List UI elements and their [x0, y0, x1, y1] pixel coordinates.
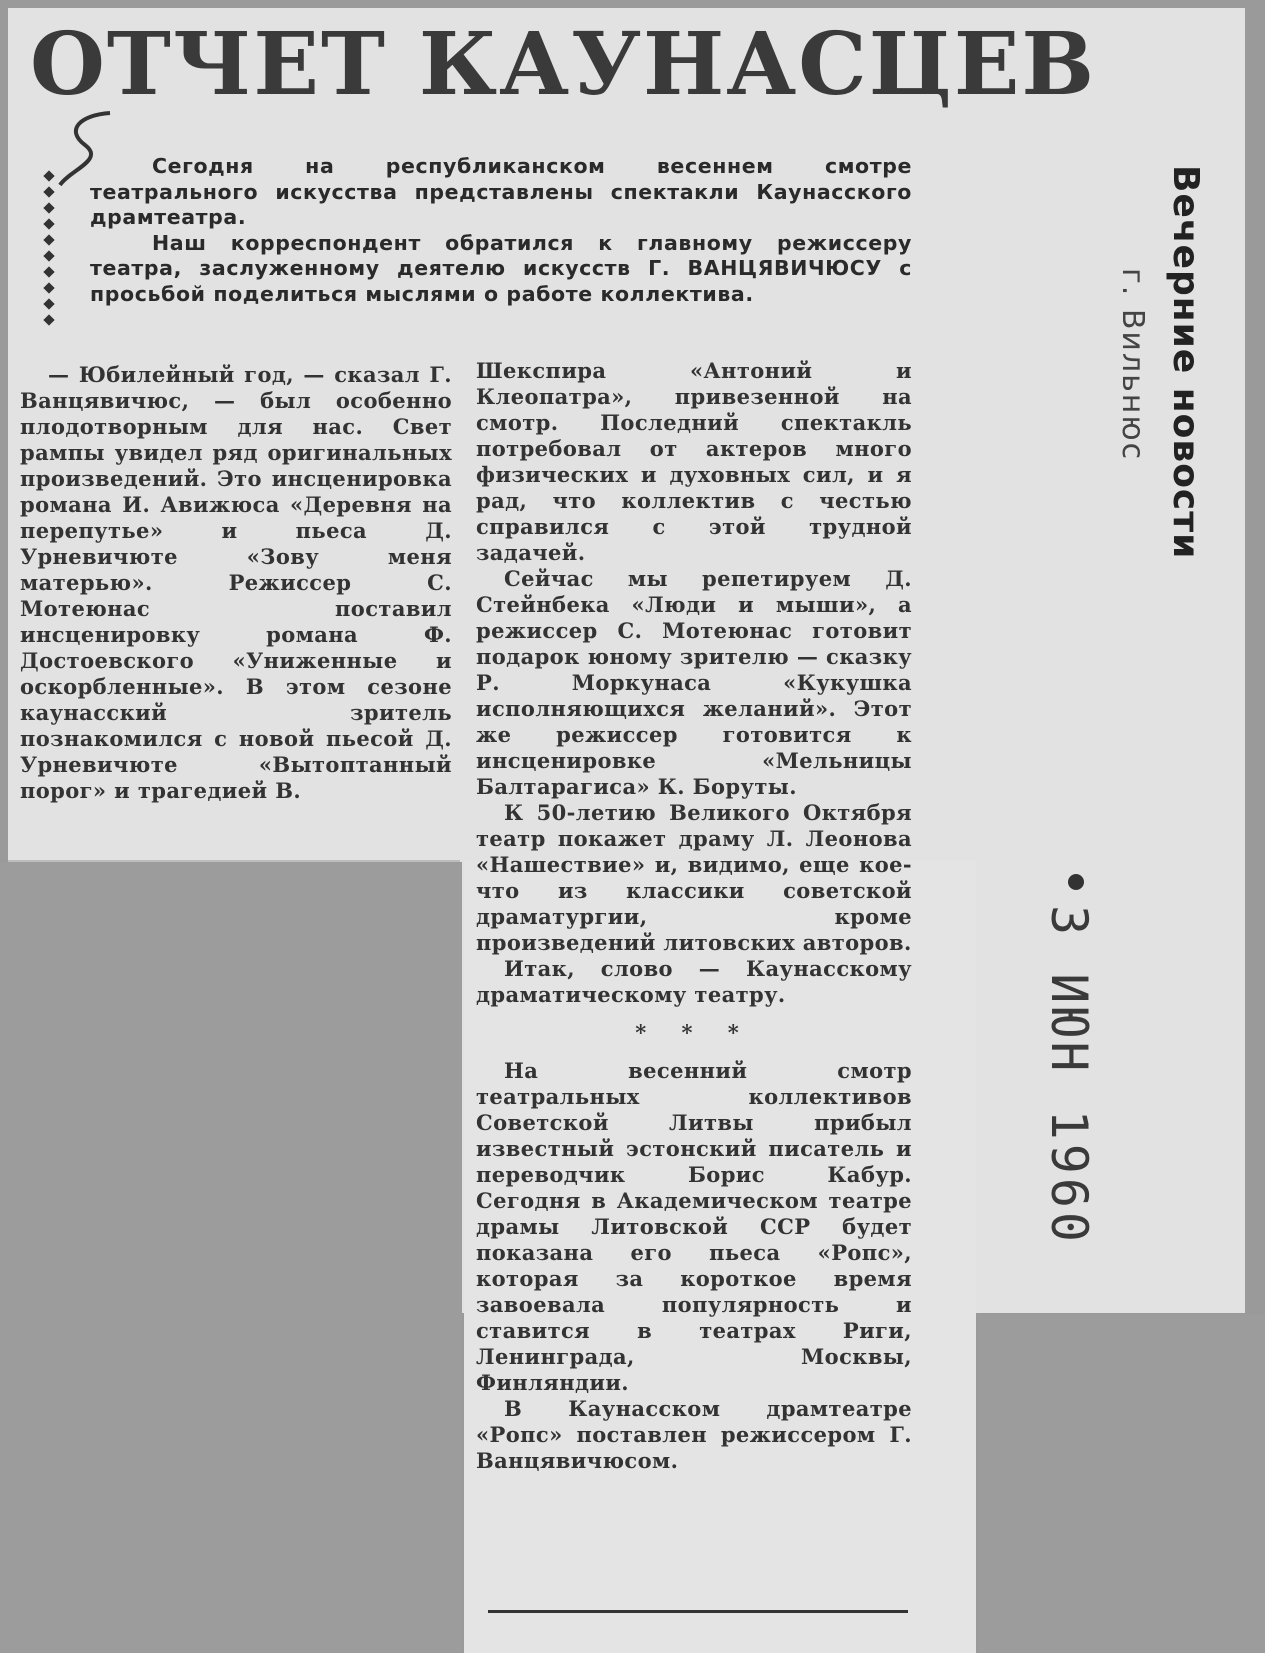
- note-paragraph: В Каунасском драмтеатре «Ропс» поставлен режиссером Г. Ванцявичюсом.: [476, 1396, 912, 1473]
- lead-paragraph: Сегодня на республиканском весеннем смотре театрального искусства представлены спектакли Каунасского драмтеатра.: [90, 154, 912, 229]
- body-paragraph: Сейчас мы репетируем Д. Стейнбека «Люди и мыши», а режиссер С. Мотеюнас готовит подарок юному зрителю — сказку Р. Моркунаса «Кукушка исполняющихся желаний». Этот же режиссер готовится к инсценировке «Мельницы Балтарагиса» К. Боруты.: [476, 566, 912, 799]
- article-headline: ОТЧЕТ КАУНАСЦЕВ: [30, 14, 1097, 115]
- stamp-dot-icon: [1068, 874, 1084, 890]
- background-cardboard-right: [978, 1315, 1265, 1653]
- date-stamp: 3 ИЮН 1960: [1040, 905, 1098, 1247]
- article-column-right: [476, 358, 912, 1474]
- background-cardboard-left: [0, 862, 462, 1653]
- closing-rule: [488, 1610, 908, 1613]
- clipping-cut-edge: [8, 860, 460, 862]
- diamond-border-ornament-icon: [42, 170, 56, 330]
- body-paragraph: — Юбилейный год, — сказал Г. Ванцявичюс, — был особенно плодотворным для нас. Свет рампы увидел ряд оригинальных произведений. Это инсценировка романа И. Авижюса «Деревня на перепутье» и пьеса Д. Урневичюте «Зову меня матерью». Режиссер С. Мотеюнас поставил инсценировку романа Ф. Достоевского «Униженные и оскорбленные». В этом сезоне каунасский зритель познакомился с новой пьесой Д. Урневичюте «Вытоптанный порог» и трагедией В.: [20, 362, 452, 803]
- body-paragraph: Итак, слово — Каунасскому драматическому театру.: [476, 956, 912, 1007]
- body-paragraph: К 50-летию Великого Октября театр покажет драму Л. Леонова «Нашествие» и, видимо, еще кое-что из классики советской драматургии, кроме произведений литовских авторов.: [476, 800, 912, 955]
- note-paragraph: На весенний смотр театральных коллективов Советской Литвы прибыл известный эстонский писатель и переводчик Борис Кабур. Сегодня в Академическом театре драмы Литовской ССР будет показана его пьеса «Ропс», которая за короткое время завоевала популярность и ставится в театрах Риги, Ленинграда, Москвы, Финляндии.: [476, 1058, 912, 1395]
- body-paragraph: Шекспира «Антоний и Клеопатра», привезенной на смотр. Последний спектакль потребовал от актеров много физических и духовных сил, и я рад, что коллектив с честью справился с этой трудной задачей.: [476, 358, 912, 565]
- lead-paragraph: Наш корреспондент обратился к главному режиссеру театра, заслуженному деятелю искусств Г. ВАНЦЯВИЧЮСУ с просьбой поделиться мыслями о работе коллектива.: [90, 230, 912, 306]
- newspaper-name: Вечерние новости: [1165, 165, 1206, 560]
- section-separator: * * *: [635, 1020, 753, 1045]
- article-lead: [90, 154, 912, 307]
- article-column-left: [20, 362, 452, 804]
- newspaper-city: г. Вильнюс: [1115, 268, 1150, 462]
